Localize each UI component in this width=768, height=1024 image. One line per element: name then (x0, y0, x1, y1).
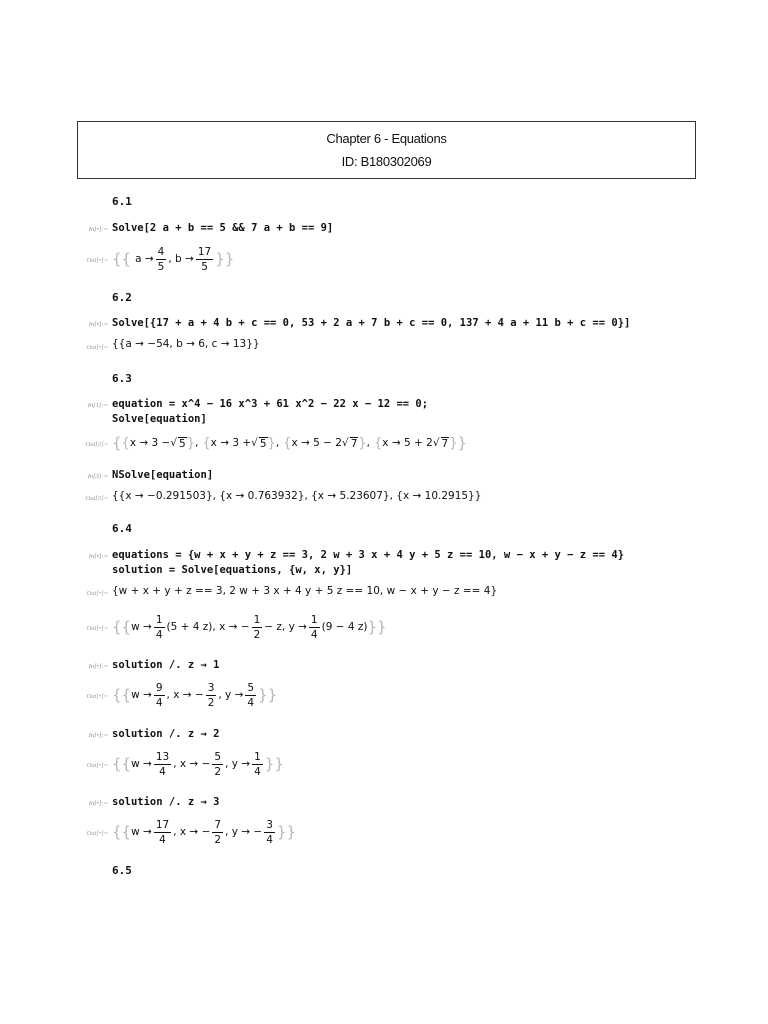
output-label: Out[•]= (86, 257, 108, 264)
output-cell: {{ w → $\frac{13}{4}$ , x → − $\frac{5}{2}$ , y → $\frac{1}{4}$ }} (112, 750, 284, 778)
input-cell[interactable]: Solve[2 a + b == 5 && 7 a + b == 9] (112, 222, 334, 234)
output-label: Out[•]= (86, 590, 108, 597)
output-cell: {{ a → $\frac{4}{5}$ , b → $\frac{17}{5}$ }} (112, 245, 235, 273)
output-label: Out[•]= (86, 344, 108, 351)
output-label: Out[•]= (86, 693, 108, 700)
chapter-title: Chapter 6 - Equations (326, 131, 447, 146)
input-label: In[•]:= (88, 226, 108, 233)
input-label: In[1]:= (87, 402, 108, 409)
chapter-header (77, 121, 696, 179)
input-cell[interactable]: solution /. z → 1 (112, 659, 220, 671)
section-heading: 6.1 (112, 195, 132, 208)
output-cell: {{ w → $\frac{17}{4}$ , x → − $\frac{7}{2}$ , y → − $\frac{3}{4}$ }} (112, 818, 297, 846)
input-cell[interactable]: equations = {w + x + y + z == 3, 2 w + 3 x + 4 y + 5 z == 10, w − x + y − z == 4} solution = Solve[equations, {w, x, y}] (112, 549, 625, 576)
input-label: In[•]:= (88, 732, 108, 739)
output-label: Out[3]= (85, 495, 108, 502)
output-cell: {w + x + y + z == 3, 2 w + 3 x + 4 y + 5 z == 10, w − x + y − z == 4} (112, 585, 498, 597)
output-label: Out[2]= (85, 441, 108, 448)
input-cell[interactable]: solution /. z → 3 (112, 796, 220, 808)
section-heading: 6.3 (112, 372, 132, 385)
input-cell[interactable]: equation = x^4 − 16 x^3 + 61 x^2 − 22 x − 12 == 0; Solve[equation] (112, 398, 429, 425)
output-cell: { { x → 3 − √ 5 } , { x → 3 + √ 5 } , { x → 5 − 2 √ 7 } , { x → 5 + 2 √ 7 } } (112, 434, 468, 452)
section-heading: 6.5 (112, 864, 132, 877)
output-cell: {{ w → $\frac{1}{4}$ (5 + 4 z), x → − $\frac{1}{2}$ − z, y → $\frac{1}{4}$ (9 − 4 z) }} (112, 613, 387, 641)
output-cell: {{ w → $\frac{9}{4}$ , x → − $\frac{3}{2}$ , y → $\frac{5}{4}$ }} (112, 681, 278, 709)
input-label: In[•]:= (88, 321, 108, 328)
input-cell[interactable]: Solve[{17 + a + 4 b + c == 0, 53 + 2 a + 7 b + c == 0, 137 + 4 a + 11 b + c == 0}] (112, 317, 631, 329)
output-label: Out[•]= (86, 762, 108, 769)
output-label: Out[•]= (86, 625, 108, 632)
input-label: In[•]:= (88, 663, 108, 670)
input-label: In[3]:= (87, 473, 108, 480)
input-label: In[•]:= (88, 553, 108, 560)
section-heading: 6.2 (112, 291, 132, 304)
output-label: Out[•]= (86, 830, 108, 837)
input-cell[interactable]: solution /. z → 2 (112, 728, 220, 740)
section-heading: 6.4 (112, 522, 132, 535)
input-label: In[•]:= (88, 800, 108, 807)
student-id: ID: B180302069 (341, 154, 432, 169)
output-cell: {{x → −0.291503}, {x → 0.763932}, {x → 5.23607}, {x → 10.2915}} (112, 490, 482, 502)
output-cell: {{a → −54, b → 6, c → 13}} (112, 338, 260, 350)
input-cell[interactable]: NSolve[equation] (112, 469, 214, 481)
